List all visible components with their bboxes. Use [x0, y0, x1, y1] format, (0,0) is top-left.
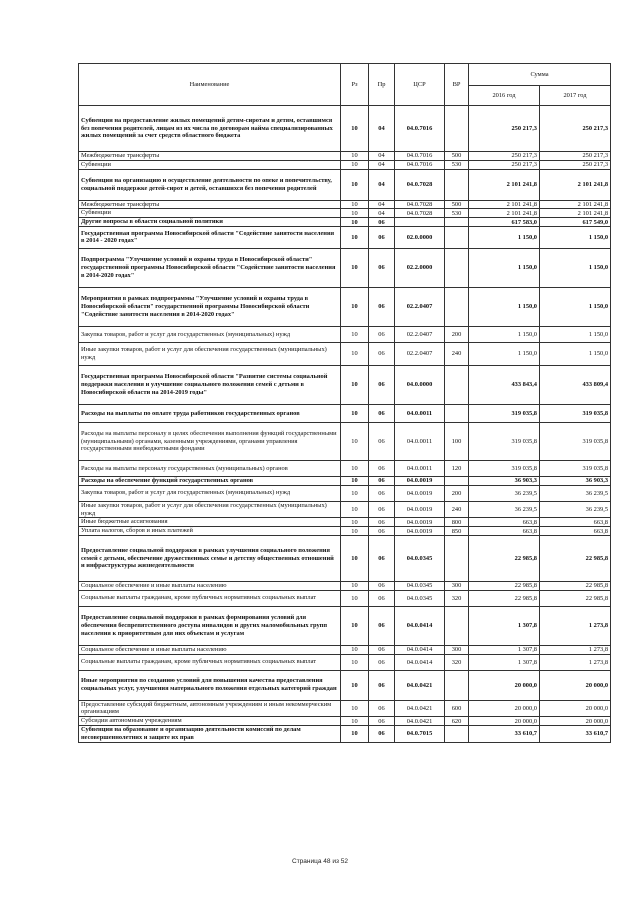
row-sum-2017: 1 150,0 — [540, 248, 611, 287]
row-rz: 10 — [341, 527, 369, 536]
row-csr: 04.0.7015 — [395, 725, 445, 742]
row-rz: 10 — [341, 700, 369, 717]
row-pr: 06 — [369, 342, 395, 365]
row-rz: 10 — [341, 645, 369, 654]
row-sum-2017: 433 809,4 — [540, 365, 611, 404]
row-rz: 10 — [341, 590, 369, 606]
row-rz: 10 — [341, 485, 369, 501]
row-pr: 06 — [369, 476, 395, 485]
row-rz: 10 — [341, 106, 369, 152]
row-name: Иные закупки товаров, работ и услуг для обеспечения государственных (муниципальных) нужд — [79, 501, 341, 518]
row-sum-2017: 22 985,8 — [540, 590, 611, 606]
row-rz: 10 — [341, 518, 369, 527]
row-name: Субвенции на предоставление жилых помещений детям-сиротам и детям, оставшимся без попечения родителей, лицам из их числа по договорам найма специализированных жилых помещений за счет средств областного бюджета — [79, 106, 341, 152]
row-sum-2016: 319 035,8 — [469, 460, 540, 476]
row-csr: 04.0.7016 — [395, 160, 445, 169]
row-name: Мероприятия в рамках подпрограммы "Улучшение условий и охраны труда в Новосибирской области" государственной программы Новосибирской области "Содействие занятости населения в 2014-2020 годах" — [79, 287, 341, 326]
row-rz: 10 — [341, 200, 369, 209]
row-sum-2017: 36 903,3 — [540, 476, 611, 485]
table-row — [79, 169, 611, 200]
row-csr: 04.0.0414 — [395, 606, 445, 645]
row-csr: 02.2.0407 — [395, 342, 445, 365]
row-csr: 04.0.0421 — [395, 670, 445, 700]
row-name: Социальное обеспечение и иные выплаты населению — [79, 645, 341, 654]
row-sum-2017: 36 239,5 — [540, 501, 611, 518]
row-sum-2016: 2 101 241,8 — [469, 200, 540, 209]
row-csr: 04.0.0414 — [395, 654, 445, 670]
row-sum-2016: 1 150,0 — [469, 287, 540, 326]
row-csr: 04.0.0345 — [395, 535, 445, 581]
row-rz: 10 — [341, 365, 369, 404]
row-pr: 06 — [369, 527, 395, 536]
row-pr: 06 — [369, 287, 395, 326]
row-csr: 02.2.0407 — [395, 326, 445, 342]
table-row — [79, 581, 611, 590]
row-pr: 06 — [369, 248, 395, 287]
row-vr — [445, 218, 469, 227]
row-sum-2016: 2 101 241,8 — [469, 209, 540, 218]
table-row — [79, 422, 611, 460]
row-csr: 04.0.0019 — [395, 501, 445, 518]
row-rz: 10 — [341, 326, 369, 342]
row-vr — [445, 106, 469, 152]
row-name: Иные закупки товаров, работ и услуг для обеспечения государственных (муниципальных) нужд — [79, 342, 341, 365]
row-sum-2016: 663,8 — [469, 518, 540, 527]
table-row — [79, 606, 611, 645]
row-pr: 06 — [369, 670, 395, 700]
header-csr: ЦСР — [395, 64, 445, 106]
row-sum-2017: 1 273,8 — [540, 654, 611, 670]
row-sum-2016: 1 307,8 — [469, 645, 540, 654]
row-vr: 600 — [445, 700, 469, 717]
header-vr: ВР — [445, 64, 469, 106]
row-name: Другие вопросы в области социальной политики — [79, 218, 341, 227]
row-sum-2016: 20 000,0 — [469, 700, 540, 717]
row-sum-2017: 2 101 241,8 — [540, 209, 611, 218]
row-pr: 06 — [369, 717, 395, 726]
row-name: Расходы на выплаты персоналу государственных (муниципальных) органов — [79, 460, 341, 476]
row-sum-2016: 1 307,8 — [469, 606, 540, 645]
row-name: Государственная программа Новосибирской области "Содействие занятости населения в 2014 - 2020 годах" — [79, 226, 341, 248]
row-pr: 06 — [369, 460, 395, 476]
row-rz: 10 — [341, 169, 369, 200]
row-pr: 06 — [369, 581, 395, 590]
row-vr: 200 — [445, 485, 469, 501]
table-row — [79, 326, 611, 342]
row-name: Субсидии автономным учреждениям — [79, 717, 341, 726]
row-pr: 06 — [369, 518, 395, 527]
row-name: Расходы на выплаты персоналу в целях обеспечения выполнения функций государственными (муниципальными) органами, казенными учреждениями, органами управления государственными внебюджетными фондами — [79, 422, 341, 460]
row-sum-2017: 319 035,8 — [540, 460, 611, 476]
table-row — [79, 518, 611, 527]
row-sum-2016: 250 217,3 — [469, 152, 540, 161]
row-pr: 06 — [369, 422, 395, 460]
header-pr: Пр — [369, 64, 395, 106]
row-sum-2017: 33 610,7 — [540, 725, 611, 742]
row-sum-2017: 319 035,8 — [540, 404, 611, 422]
row-rz: 10 — [341, 535, 369, 581]
row-sum-2016: 20 000,0 — [469, 717, 540, 726]
row-csr: 04.0.0421 — [395, 717, 445, 726]
page-number: Страница 48 из 52 — [292, 858, 348, 865]
row-sum-2017: 1 150,0 — [540, 342, 611, 365]
row-csr: 04.0.0000 — [395, 365, 445, 404]
row-rz: 10 — [341, 654, 369, 670]
row-csr: 02.2.0000 — [395, 248, 445, 287]
table-row — [79, 209, 611, 218]
row-sum-2017: 1 150,0 — [540, 287, 611, 326]
row-rz: 10 — [341, 717, 369, 726]
row-sum-2016: 617 583,0 — [469, 218, 540, 227]
row-sum-2017: 2 101 241,8 — [540, 200, 611, 209]
row-sum-2017: 250 217,3 — [540, 152, 611, 161]
row-name: Субвенции на организацию и осуществление деятельности по опеке и попечительству, социальной поддержке детей-сирот и детей, оставшихся без попечения родителей — [79, 169, 341, 200]
row-sum-2017: 20 000,0 — [540, 670, 611, 700]
table-row — [79, 160, 611, 169]
row-sum-2016: 36 239,5 — [469, 485, 540, 501]
row-vr: 800 — [445, 518, 469, 527]
table-row — [79, 106, 611, 152]
row-sum-2016: 250 217,3 — [469, 160, 540, 169]
row-pr: 06 — [369, 654, 395, 670]
budget-table-container — [78, 63, 610, 743]
table-row — [79, 226, 611, 248]
table-row — [79, 670, 611, 700]
table-row — [79, 200, 611, 209]
row-vr: 100 — [445, 422, 469, 460]
row-csr: 02.2.0407 — [395, 287, 445, 326]
row-sum-2016: 20 000,0 — [469, 670, 540, 700]
row-rz: 10 — [341, 152, 369, 161]
row-vr — [445, 169, 469, 200]
row-vr: 120 — [445, 460, 469, 476]
row-sum-2016: 1 150,0 — [469, 226, 540, 248]
row-csr: 04.0.0011 — [395, 404, 445, 422]
row-sum-2017: 1 273,8 — [540, 606, 611, 645]
row-vr: 320 — [445, 590, 469, 606]
row-name: Субвенции — [79, 160, 341, 169]
row-sum-2016: 2 101 241,8 — [469, 169, 540, 200]
row-vr: 300 — [445, 645, 469, 654]
row-pr: 04 — [369, 209, 395, 218]
row-pr: 06 — [369, 645, 395, 654]
row-vr — [445, 404, 469, 422]
row-rz: 10 — [341, 226, 369, 248]
row-csr — [395, 218, 445, 227]
table-row — [79, 342, 611, 365]
row-pr: 06 — [369, 590, 395, 606]
row-pr: 04 — [369, 160, 395, 169]
table-row — [79, 460, 611, 476]
row-name: Закупка товаров, работ и услуг для государственных (муниципальных) нужд — [79, 485, 341, 501]
row-pr: 06 — [369, 365, 395, 404]
table-row — [79, 717, 611, 726]
row-csr: 04.0.7016 — [395, 106, 445, 152]
row-pr: 06 — [369, 485, 395, 501]
row-vr — [445, 248, 469, 287]
table-row — [79, 248, 611, 287]
header-year-2017: 2017 год — [540, 86, 611, 106]
table-row — [79, 485, 611, 501]
row-sum-2016: 319 035,8 — [469, 422, 540, 460]
row-name: Иные мероприятия по созданию условий для повышения качества предоставления социальных услуг, улучшения материального положения отдельных категорий граждан — [79, 670, 341, 700]
row-sum-2017: 36 239,5 — [540, 485, 611, 501]
row-csr: 04.0.0019 — [395, 476, 445, 485]
row-name: Иные бюджетные ассигнования — [79, 518, 341, 527]
row-name: Государственная программа Новосибирской области "Развитие системы социальной поддержки населения и улучшение социального положения семей с детьми в Новосибирской области на 2014-2019 годы" — [79, 365, 341, 404]
row-name: Межбюджетные трансферты — [79, 152, 341, 161]
row-sum-2017: 1 150,0 — [540, 226, 611, 248]
row-vr: 320 — [445, 654, 469, 670]
row-sum-2017: 20 000,0 — [540, 700, 611, 717]
row-csr: 04.0.0011 — [395, 460, 445, 476]
row-csr: 04.0.0421 — [395, 700, 445, 717]
row-sum-2017: 250 217,3 — [540, 160, 611, 169]
row-rz: 10 — [341, 248, 369, 287]
row-vr — [445, 365, 469, 404]
header-year-2016: 2016 год — [469, 86, 540, 106]
row-name: Субвенции — [79, 209, 341, 218]
row-csr: 04.0.7016 — [395, 152, 445, 161]
row-sum-2016: 433 843,4 — [469, 365, 540, 404]
row-vr: 530 — [445, 160, 469, 169]
row-pr: 04 — [369, 169, 395, 200]
row-vr: 500 — [445, 152, 469, 161]
row-name: Социальные выплаты гражданам, кроме публичных нормативных социальных выплат — [79, 590, 341, 606]
row-name: Уплата налогов, сборов и иных платежей — [79, 527, 341, 536]
row-name: Предоставление субсидий бюджетным, автономным учреждениям и иным некоммерческим организациям — [79, 700, 341, 717]
row-pr: 06 — [369, 606, 395, 645]
row-sum-2017: 1 150,0 — [540, 326, 611, 342]
row-csr: 04.0.0414 — [395, 645, 445, 654]
row-sum-2017: 22 985,8 — [540, 535, 611, 581]
row-vr — [445, 535, 469, 581]
row-pr: 06 — [369, 535, 395, 581]
row-rz: 10 — [341, 725, 369, 742]
row-sum-2016: 36 903,3 — [469, 476, 540, 485]
row-sum-2016: 1 307,8 — [469, 654, 540, 670]
row-rz: 10 — [341, 218, 369, 227]
row-csr: 04.0.0019 — [395, 518, 445, 527]
row-sum-2016: 36 239,5 — [469, 501, 540, 518]
row-sum-2016: 33 610,7 — [469, 725, 540, 742]
row-sum-2016: 1 150,0 — [469, 342, 540, 365]
row-sum-2017: 617 549,0 — [540, 218, 611, 227]
row-name: Расходы на обеспечение функций государственных органов — [79, 476, 341, 485]
row-vr: 530 — [445, 209, 469, 218]
row-sum-2016: 1 150,0 — [469, 248, 540, 287]
row-name: Субвенции на образование и организацию деятельности комиссий по делам несовершеннолетних и защите их прав — [79, 725, 341, 742]
header-name: Наименование — [79, 64, 341, 106]
row-csr: 04.0.0019 — [395, 485, 445, 501]
row-csr: 04.0.7028 — [395, 200, 445, 209]
row-sum-2017: 663,8 — [540, 518, 611, 527]
row-sum-2016: 1 150,0 — [469, 326, 540, 342]
header-rz: Рз — [341, 64, 369, 106]
row-name: Социальные выплаты гражданам, кроме публичных нормативных социальных выплат — [79, 654, 341, 670]
table-row — [79, 700, 611, 717]
table-row — [79, 476, 611, 485]
row-pr: 06 — [369, 700, 395, 717]
table-row — [79, 404, 611, 422]
row-csr: 04.0.7028 — [395, 209, 445, 218]
row-rz: 10 — [341, 460, 369, 476]
row-csr: 04.0.7028 — [395, 169, 445, 200]
row-name: Межбюджетные трансферты — [79, 200, 341, 209]
row-csr: 02.0.0000 — [395, 226, 445, 248]
row-csr: 04.0.0345 — [395, 590, 445, 606]
budget-table — [78, 63, 611, 743]
row-pr: 06 — [369, 218, 395, 227]
row-pr: 06 — [369, 725, 395, 742]
header-sum: Сумма — [469, 64, 611, 86]
row-rz: 10 — [341, 422, 369, 460]
row-vr: 850 — [445, 527, 469, 536]
row-rz: 10 — [341, 581, 369, 590]
row-sum-2017: 319 035,8 — [540, 422, 611, 460]
row-sum-2017: 2 101 241,8 — [540, 169, 611, 200]
row-csr: 04.0.0019 — [395, 527, 445, 536]
row-sum-2017: 1 273,8 — [540, 645, 611, 654]
row-rz: 10 — [341, 287, 369, 326]
row-vr: 200 — [445, 326, 469, 342]
row-vr — [445, 287, 469, 326]
table-row — [79, 365, 611, 404]
table-row — [79, 152, 611, 161]
row-vr — [445, 226, 469, 248]
row-vr — [445, 670, 469, 700]
row-sum-2016: 22 985,8 — [469, 535, 540, 581]
row-rz: 10 — [341, 606, 369, 645]
row-vr: 300 — [445, 581, 469, 590]
table-row — [79, 725, 611, 742]
row-name: Подпрограмма "Улучшение условий и охраны труда в Новосибирской области" государственной программы Новосибирской области "Содействие занятости населения в 2014-2020 годах" — [79, 248, 341, 287]
row-pr: 04 — [369, 152, 395, 161]
table-row — [79, 654, 611, 670]
row-vr: 500 — [445, 200, 469, 209]
table-row — [79, 287, 611, 326]
row-pr: 04 — [369, 200, 395, 209]
table-row — [79, 218, 611, 227]
row-name: Социальное обеспечение и иные выплаты населению — [79, 581, 341, 590]
row-vr — [445, 476, 469, 485]
row-pr: 06 — [369, 501, 395, 518]
row-rz: 10 — [341, 670, 369, 700]
row-sum-2017: 663,8 — [540, 527, 611, 536]
row-name: Предоставление социальной поддержки в рамках улучшения социального положения семей с детьми, обеспечение дружественных семье и детству общественных отношений и инфраструктуры жизнедеятельности — [79, 535, 341, 581]
table-body — [79, 106, 611, 743]
row-sum-2016: 22 985,8 — [469, 581, 540, 590]
row-rz: 10 — [341, 501, 369, 518]
row-sum-2017: 22 985,8 — [540, 581, 611, 590]
row-name: Расходы на выплаты по оплате труда работников государственных органов — [79, 404, 341, 422]
row-sum-2016: 319 035,8 — [469, 404, 540, 422]
row-sum-2016: 663,8 — [469, 527, 540, 536]
row-sum-2017: 250 217,3 — [540, 106, 611, 152]
table-row — [79, 590, 611, 606]
row-sum-2017: 20 000,0 — [540, 717, 611, 726]
row-vr — [445, 725, 469, 742]
row-vr: 240 — [445, 501, 469, 518]
row-csr: 04.0.0345 — [395, 581, 445, 590]
row-vr: 240 — [445, 342, 469, 365]
row-sum-2016: 22 985,8 — [469, 590, 540, 606]
row-pr: 06 — [369, 226, 395, 248]
table-row — [79, 527, 611, 536]
row-rz: 10 — [341, 342, 369, 365]
row-csr: 04.0.0011 — [395, 422, 445, 460]
row-pr: 06 — [369, 404, 395, 422]
row-vr: 620 — [445, 717, 469, 726]
row-rz: 10 — [341, 404, 369, 422]
row-pr: 06 — [369, 326, 395, 342]
row-pr: 04 — [369, 106, 395, 152]
table-row — [79, 535, 611, 581]
table-row — [79, 645, 611, 654]
row-rz: 10 — [341, 476, 369, 485]
row-name: Закупка товаров, работ и услуг для государственных (муниципальных) нужд — [79, 326, 341, 342]
row-name: Предоставление социальной поддержки в рамках формирования условий для обеспечения беспрепятственного доступа инвалидов и других маломобильных групп населения к приоритетным для них объектам и услугам — [79, 606, 341, 645]
table-row — [79, 501, 611, 518]
row-rz: 10 — [341, 160, 369, 169]
row-rz: 10 — [341, 209, 369, 218]
row-vr — [445, 606, 469, 645]
row-sum-2016: 250 217,3 — [469, 106, 540, 152]
